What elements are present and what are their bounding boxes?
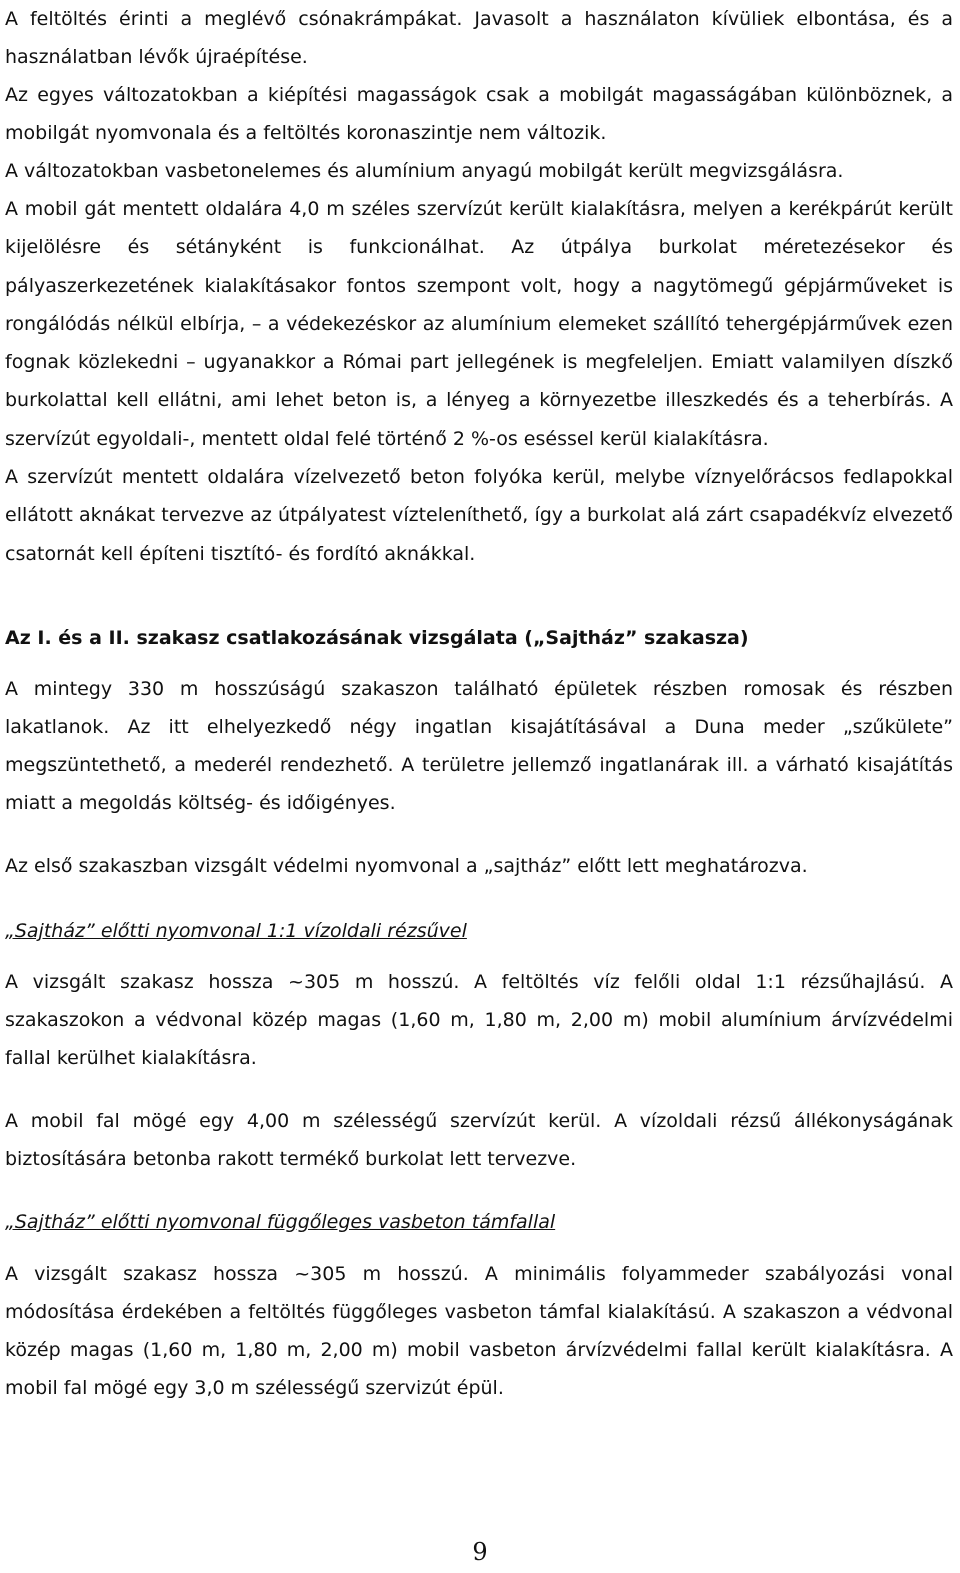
paragraph-slope-variant: A vizsgált szakasz hossza ~305 m hosszú. A feltöltés víz felőli oldal 1:1 rézsűhajlású. A szakaszokon a védvonal közép magas (1,60 m, 1,80 m, 2,00 m) mobil alumínium árvízvédelmi fallal kerülhet kialakításra. <box>5 970 953 1069</box>
paragraph-slope-service-road: A mobil fal mögé egy 4,00 m szélességű szervízút kerül. A vízoldali rézsű állékonyságának biztosítására betonba rakott termékő burkolat lett tervezve. <box>5 1109 953 1170</box>
document-page <box>5 0 953 1407</box>
paragraph-wall-variant: A vizsgált szakasz hossza ~305 m hosszú. A minimális folyammeder szabályozási vonal módosítása érdekében a feltöltés függőleges vasbeton támfal kialakítású. A szakaszon a védvonal közép magas (1,60 m, 1,80 m, 2,00 m) mobil vasbeton árvízvédelmi fallal került kialakításra. A mobil fal mögé egy 3,0 m szélességű szervizút épül. <box>5 1262 953 1399</box>
paragraph-boat-ramps: A feltöltés érinti a meglévő csónakrámpákat. Javasolt a használaton kívüliek elbontása, és a használatban lévők újraépítése. <box>5 8 953 68</box>
paragraph-section-buildings: A mintegy 330 m hosszúságú szakaszon található épületek részben romosak és részben lakatlanok. Az itt elhelyezkedő négy ingatlan kisajátításával a Duna meder „szűkülete” megszüntethető, a mederél rendezhető. A területre jellemző ingatlanárak ill. a várható kisajátítás miatt a megoldás költség- és időigényes. <box>5 677 953 814</box>
paragraph-first-section-line: Az első szakaszban vizsgált védelmi nyomvonal a „sajtház” előtt lett meghatározva. <box>5 854 808 877</box>
page-number: 9 <box>472 1538 488 1566</box>
subheading-slope-variant: „Sajtház” előtti nyomvonal 1:1 vízoldali rézsűvel <box>5 919 467 942</box>
paragraph-variants-heights: Az egyes változatokban a kiépítési magasságok csak a mobilgát magasságában különböznek, a mobilgát nyomvonala és a feltöltés koronaszintje nem változik. <box>5 84 953 144</box>
section-heading: Az I. és a II. szakasz csatlakozásának vizsgálata („Sajtház” szakasza) <box>5 626 749 649</box>
subheading-wall-variant: „Sajtház” előtti nyomvonal függőleges vasbeton támfallal <box>5 1210 556 1233</box>
paragraph-service-road: A mobil gát mentett oldalára 4,0 m széles szervízút került kialakításra, melyen a kerékpárút került kijelölésre és sétányként is funkcionálhat. Az útpálya burkolat méretezésekor és pályaszerkezetének kialakításakor fontos szempont volt, hogy a nagytömegű gépjárműveket is rongálódás nélkül elbírja, – a védekezéskor az alumínium elemeket szállító tehergépjárművek ezen fognak közlekedni – ugyanakkor a Római part jellegének is megfeleljen. Emiatt valamilyen díszkő burkolattal kell ellátni, ami lehet beton is, a lényeg a környezetbe illeszkedés és a teherbírás. A szervízút egyoldali-, mentett oldal felé történő 2 %-os eséssel kerül kialakításra. <box>5 198 953 450</box>
paragraph-drainage: A szervízút mentett oldalára vízelvezető beton folyóka kerül, melybe víznyelőrácsos fedlapokkal ellátott aknákat tervezve az útpályatest vízteleníthető, így a burkolat alá zárt csapadékvíz elvezető csatornát kell építeni tisztító- és fordító aknákkal. <box>5 466 953 565</box>
paragraph-variants-materials: A változatokban vasbetonelemes és alumínium anyagú mobilgát került megvizsgálásra. <box>5 160 844 182</box>
